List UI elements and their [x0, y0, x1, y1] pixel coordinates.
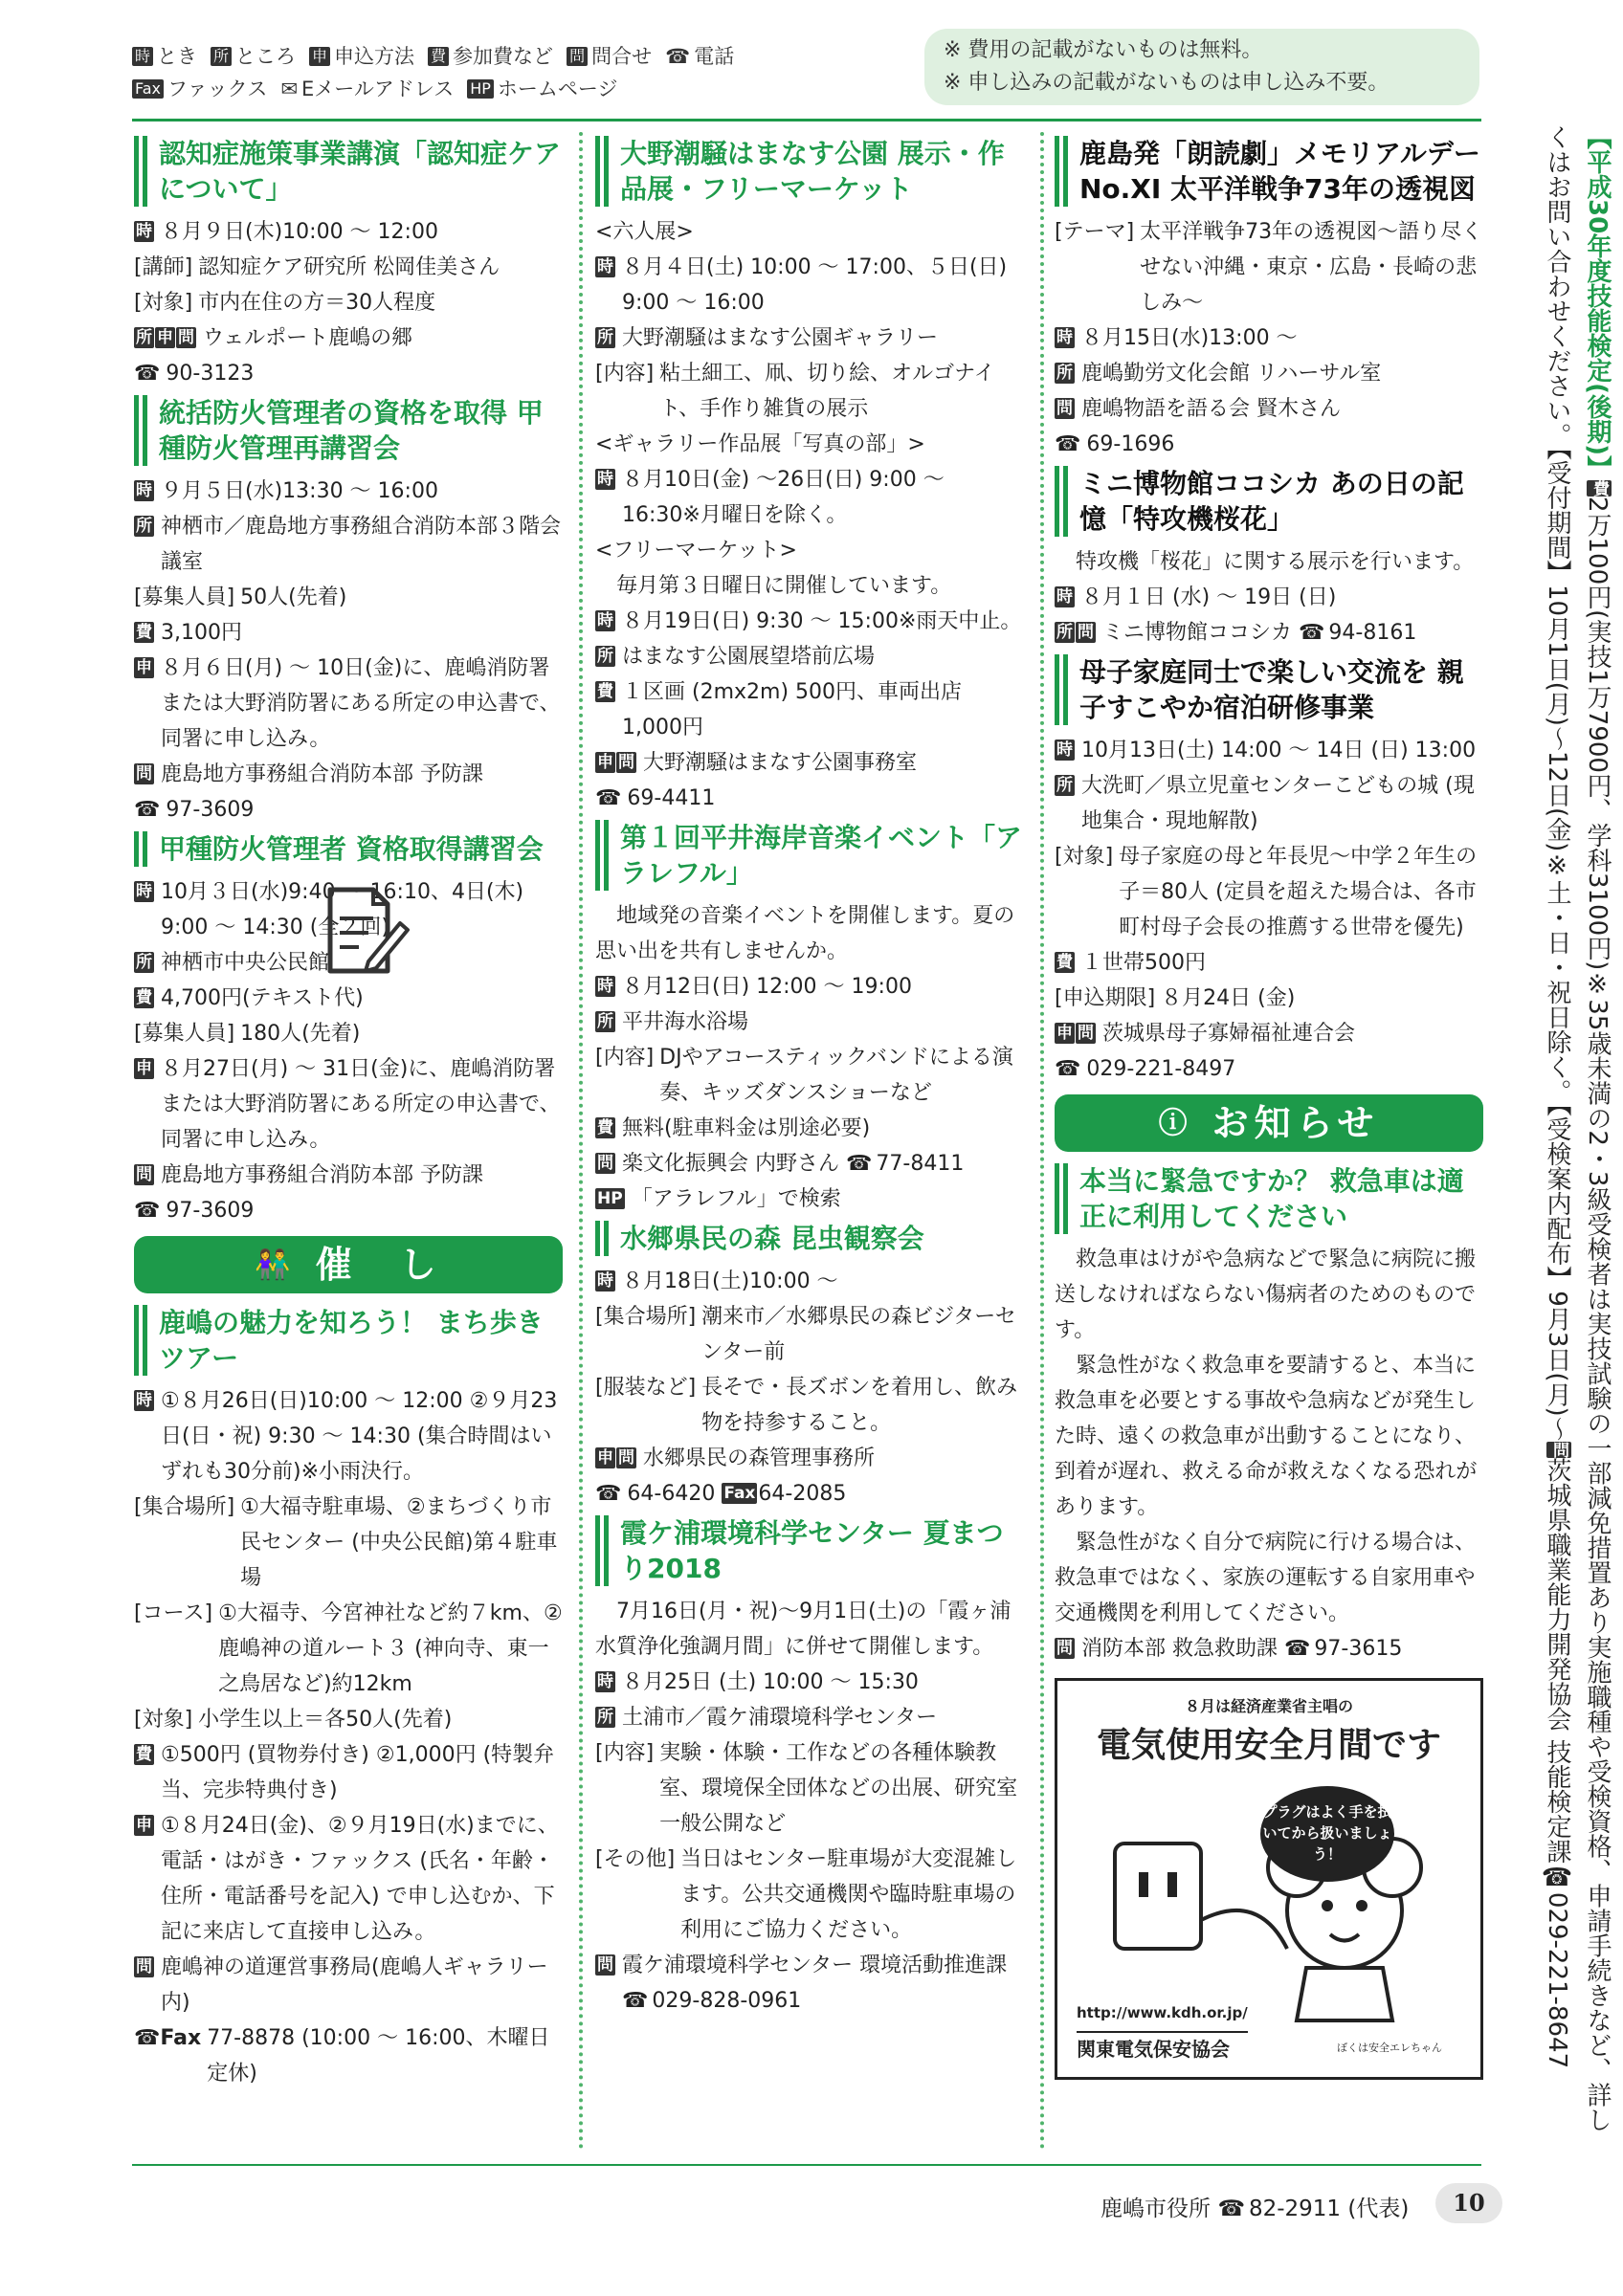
section-title: 母子家庭同士で楽しい交流を 親子すこやか宿泊研修事業: [1055, 654, 1483, 725]
people-icon: 👫: [255, 1247, 297, 1282]
section-title: 甲種防火管理者 資格取得講習会: [134, 831, 563, 867]
mascot-caption: ぼくは安全エレちゃん: [1337, 2042, 1442, 2054]
contact-icon: 問: [1056, 399, 1073, 418]
column-divider-1: [579, 132, 583, 2151]
time-icon: 時: [132, 47, 153, 66]
phone-icon: ☎: [1284, 1637, 1311, 1661]
homepage-icon: HP: [467, 79, 494, 99]
note-apply: ※ 申し込みの記載がないものは申し込み不要。: [944, 71, 1390, 95]
footer-tel: 82-2911 (代表): [1248, 2197, 1410, 2221]
legend-item-time: 時 とき: [132, 40, 197, 73]
section-title: ミニ博物館ココシカ あの日の記憶「特攻機桜花」: [1055, 466, 1483, 537]
apply-icon: 申: [136, 1059, 152, 1078]
sub-heading: <フリーマーケット>: [595, 539, 797, 563]
place-icon: 所: [1056, 776, 1073, 795]
fax-icon: Fax: [132, 79, 164, 99]
phone-icon: ☎: [595, 1482, 622, 1506]
phone-icon: ☎: [1055, 432, 1081, 456]
fee-icon: 費: [428, 47, 449, 66]
contact-icon: 問: [618, 1448, 634, 1468]
apply-icon: 申: [157, 328, 173, 347]
section-title: 本当に緊急ですか？ 救急車は適正に利用してください: [1055, 1163, 1483, 1234]
phone-icon: ☎: [1217, 2197, 1245, 2221]
vertical-title: 【平成30年度技能検定(後期)】: [1583, 124, 1612, 480]
phone-icon: ☎: [622, 1989, 649, 2013]
footer: [1101, 2191, 1409, 2222]
contact-icon: 問: [1056, 1639, 1073, 1658]
fee-icon: 費: [1056, 953, 1073, 972]
place-icon: 所: [211, 47, 232, 66]
phone-icon: ☎: [134, 1199, 161, 1223]
legend: [132, 40, 898, 105]
section-fire-manager-refresher: 統括防火管理者の資格を取得 甲種防火管理再講習会 時 ９月５日(水)13:30 ～ 16:00 所 神栖市／鹿島地方事務組合消防本部３階会議室 [募集人員] 50人(先着) 費 3,100円 申 ８月６日(月) ～ 10日(金)に、鹿嶋消防署または大野消防署にある所定の申込書で、同署に申し込み。 問 鹿島地方事務組合消防本部 予防課 ☎ 97-3609: [134, 395, 563, 828]
contact-icon: 問: [136, 1957, 152, 1976]
time-icon: 時: [1056, 587, 1073, 607]
place-icon: 所: [136, 328, 152, 347]
section-title: 霞ケ浦環境科学センター 夏まつり2018: [595, 1515, 1024, 1586]
phone-icon: ☎: [595, 786, 622, 810]
section-title: 大野潮騒はまなす公園 展示・作品展・フリーマーケット: [595, 136, 1024, 207]
apply-icon: 申: [136, 658, 152, 677]
exclamation-icon: ⓘ: [1158, 1106, 1193, 1140]
bottom-rule: [132, 2164, 1481, 2166]
time-icon: 時: [597, 611, 613, 630]
apply-icon: 申: [597, 753, 613, 772]
apply-icon: 申: [597, 1448, 613, 1468]
time-icon: 時: [597, 977, 613, 996]
ad-url: http://www.kdh.or.jp/: [1077, 1996, 1248, 2033]
section-single-mother-retreat: 母子家庭同士で楽しい交流を 親子すこやか宿泊研修事業 時 10月13日(土) 14:00 ～ 14日 (日) 13:00 所 大洗町／県立児童センターこどもの城 (現地集合・現地解散) [対象] 母子家庭の母と年長児～中学２年生の子＝80人 (定員を超えた場合は、各市町村母子会長の推薦する世帯を優先) 費 １世帯500円 [申込期限] ８月24日 (金) 申 問 茨城県母子寡婦福祉連合会 ☎ 029-221-8497: [1055, 654, 1483, 1087]
contact-icon: 問: [136, 1165, 152, 1184]
contact-icon: 問: [1078, 1024, 1094, 1043]
legend-item-contact: 問 問合せ: [567, 40, 652, 73]
notes-box: [924, 29, 1479, 105]
skill-test-vertical-notice: 【平成30年度技能検定(後期)】費2万100円(実技1万7900円、学科3100円)※35歳未満の2・3級受検者は実技試験の一部減免措置あり実施職種や受検資格、申請手続きなど、詳しくはお問い合わせください。【受付期間】10月1日(月)～12日(金)※土・日・祝日除く。【受検案内配布】9月3日(月)～問茨城県職業能力開発協会 技能検定課☎029-221-8647: [1543, 124, 1612, 2132]
column-divider-2: [1040, 132, 1044, 2151]
note-fee: ※ 費用の記載がないものは無料。: [944, 38, 1263, 62]
homepage-icon: HP: [597, 1189, 623, 1208]
notices-banner: ⓘ お知らせ: [1055, 1094, 1483, 1152]
place-icon: 所: [136, 517, 152, 536]
section-hamanasu-park: 大野潮騒はまなす公園 展示・作品展・フリーマーケット <六人展> 時 ８月４日(土) 10:00 ～ 17:00、５日(日) 9:00 ～ 16:00 所 大野潮騒はまなす公園ギャラリー [内容] 粘土細工、凧、切り絵、オルゴナイト、手作り雑貨の展示 <ギャラリー作品展「写真の部」> 時 ８月10日(金) ～26日(日) 9:00 ～ 16:30※月曜日を除く。 <フリーマーケット> 毎月第３日曜日に開催しています。 時 ８月19日(日) 9:30 ～ 15:00※雨天中止。 所 はまなす公園展望塔前広場 費 １区画 (2mx2m) 500円、車両出店 1,000円 申 問 大野潮騒はまなす公園事務室 ☎ 69-4411: [595, 136, 1024, 816]
page-number: 10: [1435, 2183, 1502, 2223]
place-icon: 所: [1056, 364, 1073, 383]
place-icon: 所: [597, 328, 613, 347]
time-icon: 時: [136, 1391, 152, 1410]
phone-icon: ☎: [134, 798, 161, 822]
section-title: 鹿嶋の魅力を知ろう！ まち歩きツアー: [134, 1305, 563, 1376]
phone-icon: ☎: [1299, 621, 1325, 645]
legend-item-fee: 費 参加費など: [428, 40, 553, 73]
contact-icon: 問: [178, 328, 194, 347]
sub-heading: <六人展>: [595, 220, 694, 244]
section-walking-tour: 鹿嶋の魅力を知ろう！ まち歩きツアー 時 ①８月26日(日)10:00 ～ 12:00 ②９月23日(日・祝) 9:30 ～ 14:30 (集合時間はいずれも30分前)※小雨決行。 [集合場所] ①大福寺駐車場、②まちづくり市民センター (中央公民館)第４駐車場 [コース] ①大福寺、今宮神社など約７km、②鹿嶋神の道ルート３ (神向寺、東一之鳥居など)約12km [対象] 小学生以上＝各50人(先着) 費 ①500円 (買物券付き) ②1,000円 (特製弁当、完歩特典付き) 申 ①８月24日(金)、②９月19日(水)までに、電話・はがき・ファックス (氏名・年齢・住所・電話番号を記入) で申し込むか、下記に来店して直接申し込み。 問 鹿嶋神の道運営事務局(鹿嶋人ギャラリー内) ☎Fax 77-8878 (10:00 ～ 16:00、木曜日定休): [134, 1305, 563, 2091]
fee-icon: 費: [136, 623, 152, 642]
footer-office: 鹿嶋市役所: [1101, 2197, 1211, 2221]
column-1: [134, 132, 563, 2095]
legend-item-fax: Fax ファックス: [132, 73, 267, 105]
fee-icon: 費: [597, 1118, 613, 1137]
place-icon: 所: [597, 1708, 613, 1727]
legend-item-homepage: HP ホームページ: [467, 73, 617, 105]
place-icon: 所: [136, 953, 152, 972]
time-icon: 時: [136, 882, 152, 901]
legend-item-place: 所 ところ: [211, 40, 296, 73]
fee-icon: 費: [597, 682, 613, 701]
legend-item-apply: 申 申込方法: [309, 40, 414, 73]
place-icon: 所: [1056, 623, 1073, 642]
section-title: 認知症施策事業講演「認知症ケアについて」: [134, 136, 563, 207]
contact-icon: 問: [136, 764, 152, 784]
fee-icon: 費: [136, 988, 152, 1007]
section-insect-watching: 水郷県民の森 昆虫観察会 時 ８月18日(土)10:00 ～ [集合場所] 潮来市／水郷県民の森ビジターセンター前 [服装など] 長そで・長ズボンを着用し、飲み物を持参すること。 申 問 水郷県民の森管理事務所 ☎ 64-6420 Fax 64-2085: [595, 1221, 1024, 1512]
section-title: 水郷県民の森 昆虫観察会: [595, 1221, 1024, 1256]
events-banner: 👫 催 し: [134, 1236, 563, 1293]
phone-icon: ☎: [665, 45, 691, 68]
time-icon: 時: [1056, 740, 1073, 760]
place-icon: 所: [597, 647, 613, 666]
electric-safety-ad: ８月は経済産業省主唱の 電気使用安全月間です プラグはよく手を拭いてから扱いましょう！ http://www.kdh.or.jp/ 関東電気保安協会 ぼくは安全エレちゃん: [1055, 1678, 1483, 2080]
section-title: 統括防火管理者の資格を取得 甲種防火管理再講習会: [134, 395, 563, 466]
section-hirai-music: 第１回平井海岸音楽イベント「アラレフル」 地域発の音楽イベントを開催します。夏の思い出を共有しませんか。 時 ８月12日(日) 12:00 ～ 19:00 所 平井海水浴場 [内容] DJやアコースティックバンドによる演奏、キッズダンスショーなど 費 無料(駐車料金は別途必要) 問 楽文化振興会 内野さん ☎ 77-8411 HP 「アラレフル」で検索: [595, 822, 1023, 1211]
sub-heading: <ギャラリー作品展「写真の部」>: [595, 432, 925, 456]
legend-item-email: ✉ Eメールアドレス: [280, 73, 454, 105]
section-ambulance-notice: 本当に緊急ですか？ 救急車は適正に利用してください 救急車はけがや急病などで緊急に病院に搬送しなければならない傷病者のためのものです。 緊急性がなく救急車を要請すると、本当に救急車を必要とする事故や急病などが発生した時、遠くの救急車が出動することになり、到着が遅れ、救える命が救えなくなる恐れがあります。 緊急性がなく自分で病院に行ける場合は、救急車ではなく、家族の運転する自家用車や交通機関を利用してください。 問 消防本部 救急救助課 ☎ 97-3615: [1055, 1163, 1483, 1667]
phone-fax-icon: ☎Fax: [134, 2026, 202, 2050]
fax-icon: Fax: [723, 1484, 756, 1503]
section-dementia-lecture: 認知症施策事業講演「認知症ケアについて」 時 ８月９日(木)10:00 ～ 12:00 [講師] 認知症ケア研究所 松岡佳美さん [対象] 市内在住の方＝30人程度 所 申 問 ウェルポート鹿嶋の郷 ☎ 90-3123: [134, 136, 563, 391]
phone-icon: ☎: [1543, 1863, 1571, 1892]
contact-icon: 問: [597, 1154, 613, 1173]
top-rule: [132, 119, 1481, 121]
contact-icon: 問: [1546, 1442, 1571, 1458]
ad-organization: 関東電気保安協会: [1077, 2038, 1230, 2061]
time-icon: 時: [136, 481, 152, 500]
time-icon: 時: [1056, 328, 1073, 347]
section-fire-manager-course: 甲種防火管理者 資格取得講習会 時 10月３日(水)9:40 ～ 16:10、4日(木) 9:00 ～ 14:30 (全２回) 所 神栖市中央公民館 費 4,700円(テキスト代) [募集人員] 180人(先着) 申 ８月27日(月) ～ 31日(金)に、鹿嶋消防署または大野消防署にある所定の申込書で、同署に申し込み。 問 鹿島地方事務組合消防本部 予防課 ☎ 97-3609: [134, 831, 563, 1228]
section-kasumigaura-festival: 霞ケ浦環境科学センター 夏まつり2018 7月16日(月・祝)～9月1日(土)の「霞ヶ浦水質浄化強調月間」に併せて開催します。 時 ８月25日 (土) 10:00 ～ 15:30 所 土浦市／霞ケ浦環境科学センター [内容] 実験・体験・工作などの各種体験教室、環境保全団体などの出展、研究室一般公開など [その他] 当日はセンター駐車場が大変混雑します。公共交通機関や臨時駐車場の利用にご協力ください。 問 霞ケ浦環境科学センター 環境活動推進課 ☎ 029-828-0961: [595, 1515, 1024, 2019]
section-title: 第１回平井海岸音楽イベント「アラレフル」: [595, 820, 1024, 891]
time-icon: 時: [136, 222, 152, 241]
place-icon: 所: [597, 1012, 613, 1031]
time-icon: 時: [597, 1271, 613, 1291]
column-3: [1055, 132, 1483, 2080]
email-icon: ✉: [280, 77, 298, 100]
fee-icon: 費: [1587, 480, 1612, 497]
section-memorial-reading: 鹿島発「朗読劇」メモリアルデー No.XI 太平洋戦争73年の透視図 [テーマ] 太平洋戦争73年の透視図～語り尽くせない沖縄・東京・広島・長崎の悲しみ～ 時 ８月15日(水)13:00 ～ 所 鹿嶋勤労文化会館 リハーサル室 問 鹿嶋物語を語る会 賢木さん ☎ 69-1696: [1055, 136, 1483, 462]
time-icon: 時: [597, 1672, 613, 1691]
apply-icon: 申: [136, 1816, 152, 1835]
contact-icon: 問: [618, 753, 634, 772]
phone-icon: ☎: [846, 1152, 873, 1176]
apply-icon: 申: [1056, 1024, 1073, 1043]
document-pen-icon: [316, 880, 411, 985]
contact-icon: 問: [597, 1955, 613, 1975]
phone-icon: ☎: [134, 362, 161, 386]
apply-icon: 申: [309, 47, 330, 66]
phone-icon: ☎: [1055, 1057, 1081, 1081]
fee-icon: 費: [136, 1745, 152, 1764]
section-mini-museum: ミニ博物館ココシカ あの日の記憶「特攻機桜花」 特攻機「桜花」に関する展示を行います。 時 ８月１日 (水) ～ 19日 (日) 所 問 ミニ博物館ココシカ ☎ 94-8161: [1055, 466, 1483, 651]
contact-icon: 問: [567, 47, 588, 66]
legend-item-phone: ☎ 電話: [665, 40, 734, 73]
contact-icon: 問: [1078, 623, 1094, 642]
time-icon: 時: [597, 470, 613, 489]
time-icon: 時: [597, 257, 613, 276]
column-2: [595, 132, 1024, 2022]
section-title: 鹿島発「朗読劇」メモリアルデー No.XI 太平洋戦争73年の透視図: [1055, 136, 1483, 207]
speech-bubble: プラグはよく手を拭いてから扱いましょう！: [1260, 1786, 1394, 1882]
